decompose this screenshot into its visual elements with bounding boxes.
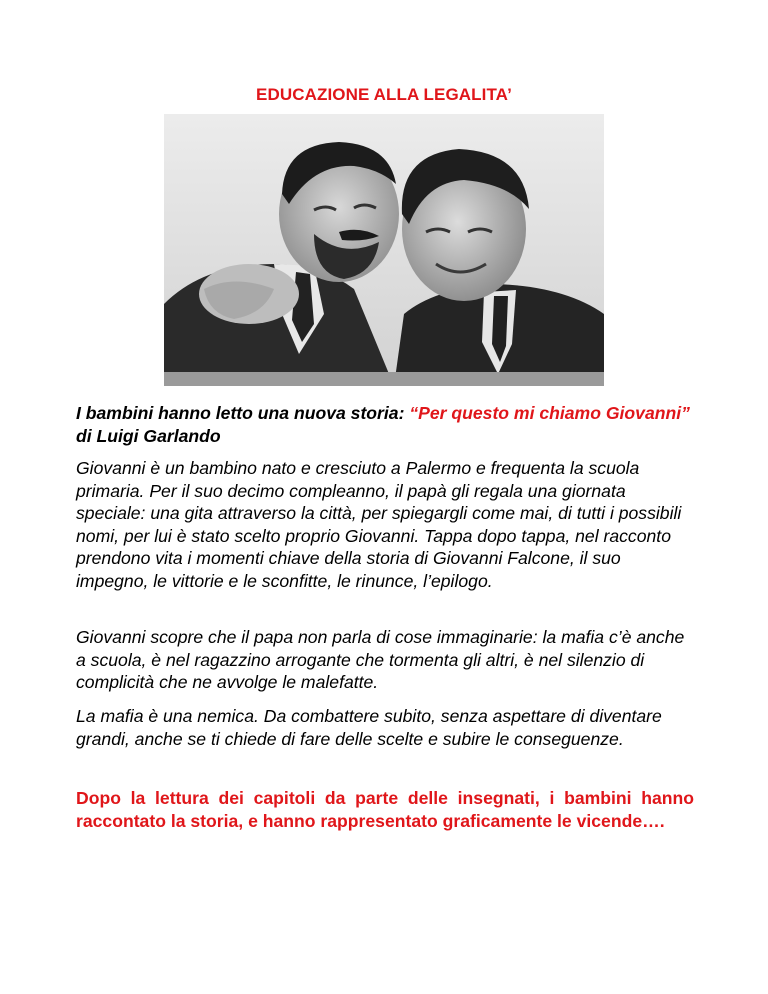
lead-text-part2: di Luigi Garlando (76, 425, 221, 446)
paragraph-3: La mafia è una nemica. Da combattere subito, senza aspettare di diventare grandi, anche se ti chiede di fare delle scelte e subire le conseguenze. (76, 706, 662, 749)
photo-two-men-laughing (164, 114, 604, 386)
lead-paragraph (76, 402, 696, 447)
closing-paragraph: Dopo la lettura dei capitoli da parte delle insegnati, i bambini hanno raccontato la storia, e hanno rappresentato graficamente le vicende…. (76, 788, 694, 831)
lead-text-part1: I bambini hanno letto una nuova storia: (76, 403, 410, 423)
paragraph-2: Giovanni scopre che il papa non parla di cose immaginarie: la mafia c’è anche a scuola, è nel ragazzino arrogante che tormenta gli altri, è nel silenzio di complicità che ne avvolge le malefatte. (76, 627, 685, 692)
photo-illustration (164, 114, 604, 386)
paragraph-1: Giovanni è un bambino nato e cresciuto a Palermo e frequenta la scuola primaria. Per il suo decimo compleanno, il papà gli regala una giornata speciale: una gita attraverso la città, per spiegargli come mai, di tutti i possibili nomi, per lui è stato scelto proprio Giovanni. Tappa dopo tappa, nel racconto prendono vita i momenti chiave della storia di Giovanni Falcone, il suo impegno, le vittorie e le sconfitte, le rinunce, l’epilogo. (76, 458, 682, 591)
book-title: “Per questo mi chiamo Giovanni” (409, 403, 690, 423)
document-title: EDUCAZIONE ALLA LEGALITA’ (256, 85, 512, 104)
